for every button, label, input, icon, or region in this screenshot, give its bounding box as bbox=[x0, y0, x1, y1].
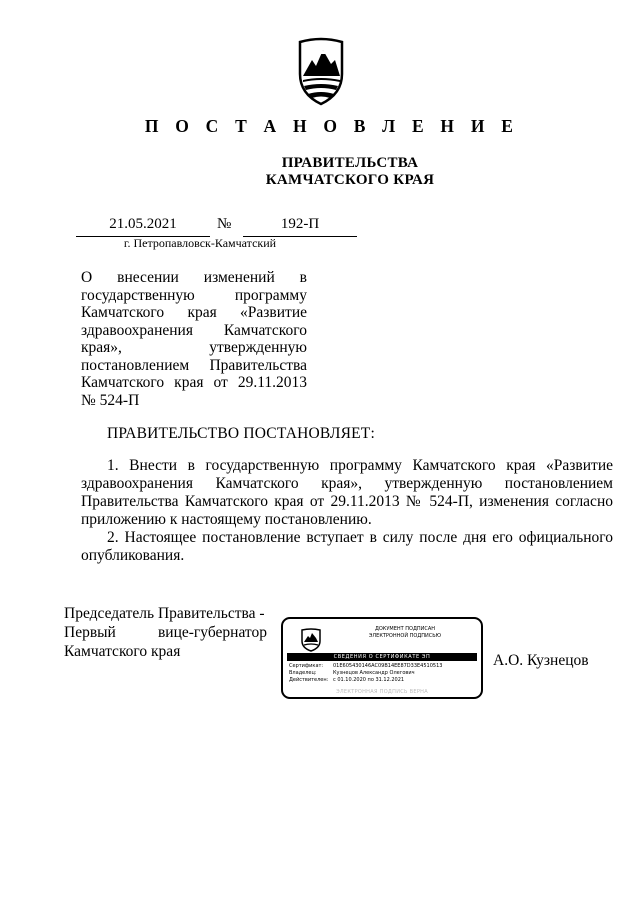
owner-row bbox=[289, 670, 442, 677]
validity-key: Действителен: bbox=[289, 677, 329, 683]
decree-phrase: ПРАВИТЕЛЬСТВО ПОСТАНОВЛЯЕТ: bbox=[107, 425, 375, 442]
decree-body bbox=[81, 457, 613, 565]
city-label: г. Петропавловск-Камчатский bbox=[123, 236, 277, 250]
certificate-info-bar: СВЕДЕНИЯ О СЕРТИФИКАТЕ ЭП bbox=[287, 653, 477, 661]
paragraph-1: 1. Внести в государственную программу Камчатского края «Развитие здравоохранения Камчатского края», утвержденную постановлением Правительства Камчатского края от 29.11.2013 № 524-П, изменения согласно приложению к настоящему постановлению. bbox=[81, 457, 613, 528]
electronic-signature-stamp bbox=[281, 617, 483, 699]
signer-position-line-1: Председатель Правительства - bbox=[64, 605, 265, 622]
certificate-value: 01E605430146AC09B14EE87D33E4510513 bbox=[333, 663, 443, 669]
certificate-details bbox=[289, 663, 442, 684]
validity-row bbox=[289, 677, 442, 684]
certificate-key: Сертификат: bbox=[289, 663, 324, 669]
kamchatka-emblem-icon bbox=[296, 36, 346, 106]
document-date: 21.05.2021 bbox=[76, 216, 210, 237]
stamp-emblem-icon bbox=[300, 628, 322, 652]
stamp-title-line-1: ДОКУМЕНТ ПОДПИСАН bbox=[374, 626, 436, 632]
signer-position-line-3: Камчатского края bbox=[64, 643, 181, 660]
owner-key: Владелец: bbox=[289, 670, 317, 676]
stamp-footer: ЭЛЕКТРОННАЯ ПОДПИСЬ ВЕРНА bbox=[336, 689, 428, 695]
signer-position-word-first: Первый bbox=[64, 624, 116, 641]
stamp-title-line-2: ЭЛЕКТРОННОЙ ПОДПИСЬЮ bbox=[368, 633, 442, 639]
signer-position bbox=[64, 604, 267, 661]
issuer-line-2: КАМЧАТСКОГО КРАЯ bbox=[265, 172, 435, 188]
signer-position-word-vice: вице-губернатор bbox=[157, 624, 267, 641]
document-subject: О внесении изменений в государственную программу Камчатского края «Развитие здравоохранения Камчатского края», утвержденную постановлением Правительства Камчатского края от 29.11.2013 № 524-П bbox=[81, 269, 307, 409]
paragraph-2: 2. Настоящее постановление вступает в силу после дня его официального опубликования. bbox=[81, 529, 613, 564]
signer-position-line-2 bbox=[64, 623, 267, 642]
certificate-row bbox=[289, 663, 442, 670]
document-number: 192-П bbox=[243, 216, 357, 237]
signer-name: А.О. Кузнецов bbox=[493, 652, 589, 669]
document-type-title: П О С Т А Н О В Л Е Н И Е bbox=[144, 116, 520, 136]
issuer-line-1: ПРАВИТЕЛЬСТВА bbox=[281, 155, 419, 171]
owner-value: Кузнецов Александр Олегович bbox=[333, 670, 415, 676]
stamp-title bbox=[335, 626, 475, 640]
number-sign: № bbox=[217, 216, 232, 232]
validity-value: с 01.10.2020 по 31.12.2021 bbox=[333, 677, 405, 683]
